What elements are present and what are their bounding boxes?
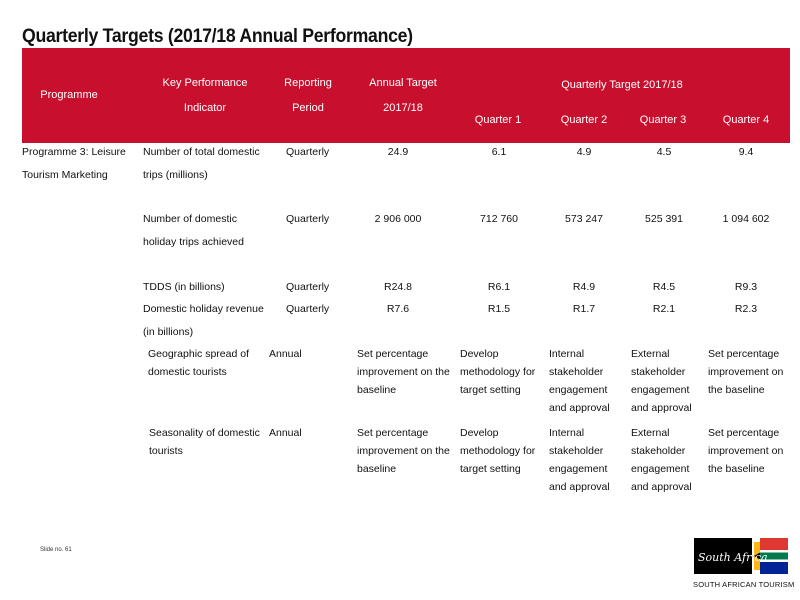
header-quarterly-group: Quarterly Target 2017/18 [561,79,683,91]
cell-q4: 9.4 [738,146,754,158]
cell-kpi: Number of domestic [143,213,237,225]
header-period-line2: Period [292,102,324,114]
cell-programme: Tourism Marketing [22,169,108,181]
cell-period: Annual [269,348,302,360]
cell-q1: 712 760 [480,213,518,225]
header-annual-line2: 2017/18 [383,102,423,114]
cell-annual: R7.6 [386,303,410,315]
logo-caption: SOUTH AFRICAN TOURISM [693,580,795,589]
cell-q1: R6.1 [487,281,511,293]
cell-kpi: TDDS (in billions) [143,281,225,293]
cell-q3: 4.5 [656,146,672,158]
cell-q2: R1.7 [572,303,596,315]
slide-number: Slide no. 61 [40,547,72,553]
cell-q3: R4.5 [652,281,676,293]
cell-q2: Internal stakeholder engagement and approval [549,348,610,414]
cell-period: Quarterly [286,146,330,158]
cell-kpi: trips (millions) [143,169,208,181]
cell-q2: 4.9 [576,146,592,158]
cell-period: Quarterly [286,303,330,315]
cell-q2: 573 247 [565,213,603,225]
header-period-line1: Reporting [284,77,332,89]
cell-q1: R1.5 [487,303,511,315]
logo-script: South Africa [698,551,768,564]
cell-annual: Set percentage improvement on the baseline [357,348,450,396]
cell-q3: External stakeholder engagement and approval [631,427,692,493]
cell-q4: Set percentage improvement on the baseline [708,427,784,475]
header-q3: Quarter 3 [639,114,687,126]
cell-q3: R2.1 [652,303,676,315]
cell-annual: Set percentage improvement on the baseline [357,427,450,475]
south-africa-logo [694,538,788,574]
cell-period: Quarterly [286,213,330,225]
cell-kpi: Domestic holiday revenue [143,303,264,315]
cell-q3: 525 391 [645,213,683,225]
cell-programme: Programme 3: Leisure [22,146,126,158]
header-annual-line1: Annual Target [369,77,437,89]
header-kpi-line1: Key Performance [162,77,248,89]
cell-annual: R24.8 [383,281,413,293]
header-q4: Quarter 4 [722,114,770,126]
cell-period: Annual [269,427,302,439]
cell-q4: R2.3 [734,303,758,315]
cell-kpi: Geographic spread of domestic tourists [148,348,249,378]
header-q2: Quarter 2 [560,114,608,126]
header-programme: Programme [40,89,98,101]
cell-kpi: Number of total domestic [143,146,260,158]
cell-annual: 24.9 [387,146,409,158]
cell-q1: 6.1 [491,146,507,158]
cell-q4: 1 094 602 [722,213,770,225]
cell-period: Quarterly [286,281,330,293]
cell-q1: Develop methodology for target setting [460,348,536,396]
cell-q2: R4.9 [572,281,596,293]
header-kpi-line2: Indicator [183,102,227,114]
table-header [22,48,790,143]
page-title: Quarterly Targets (2017/18 Annual Performance) [22,26,413,47]
cell-q2: Internal stakeholder engagement and approval [549,427,610,493]
cell-q4: Set percentage improvement on the baseline [708,348,784,396]
south-africa-flag-icon [694,538,788,574]
cell-kpi: Seasonality of domestic tourists [149,427,260,457]
header-q1: Quarter 1 [474,114,522,126]
cell-kpi: (in billions) [143,326,194,338]
cell-q3: External stakeholder engagement and approval [631,348,692,414]
cell-q4: R9.3 [734,281,758,293]
cell-annual: 2 906 000 [374,213,422,225]
cell-q1: Develop methodology for target setting [460,427,536,475]
cell-kpi: holiday trips achieved [143,236,244,248]
